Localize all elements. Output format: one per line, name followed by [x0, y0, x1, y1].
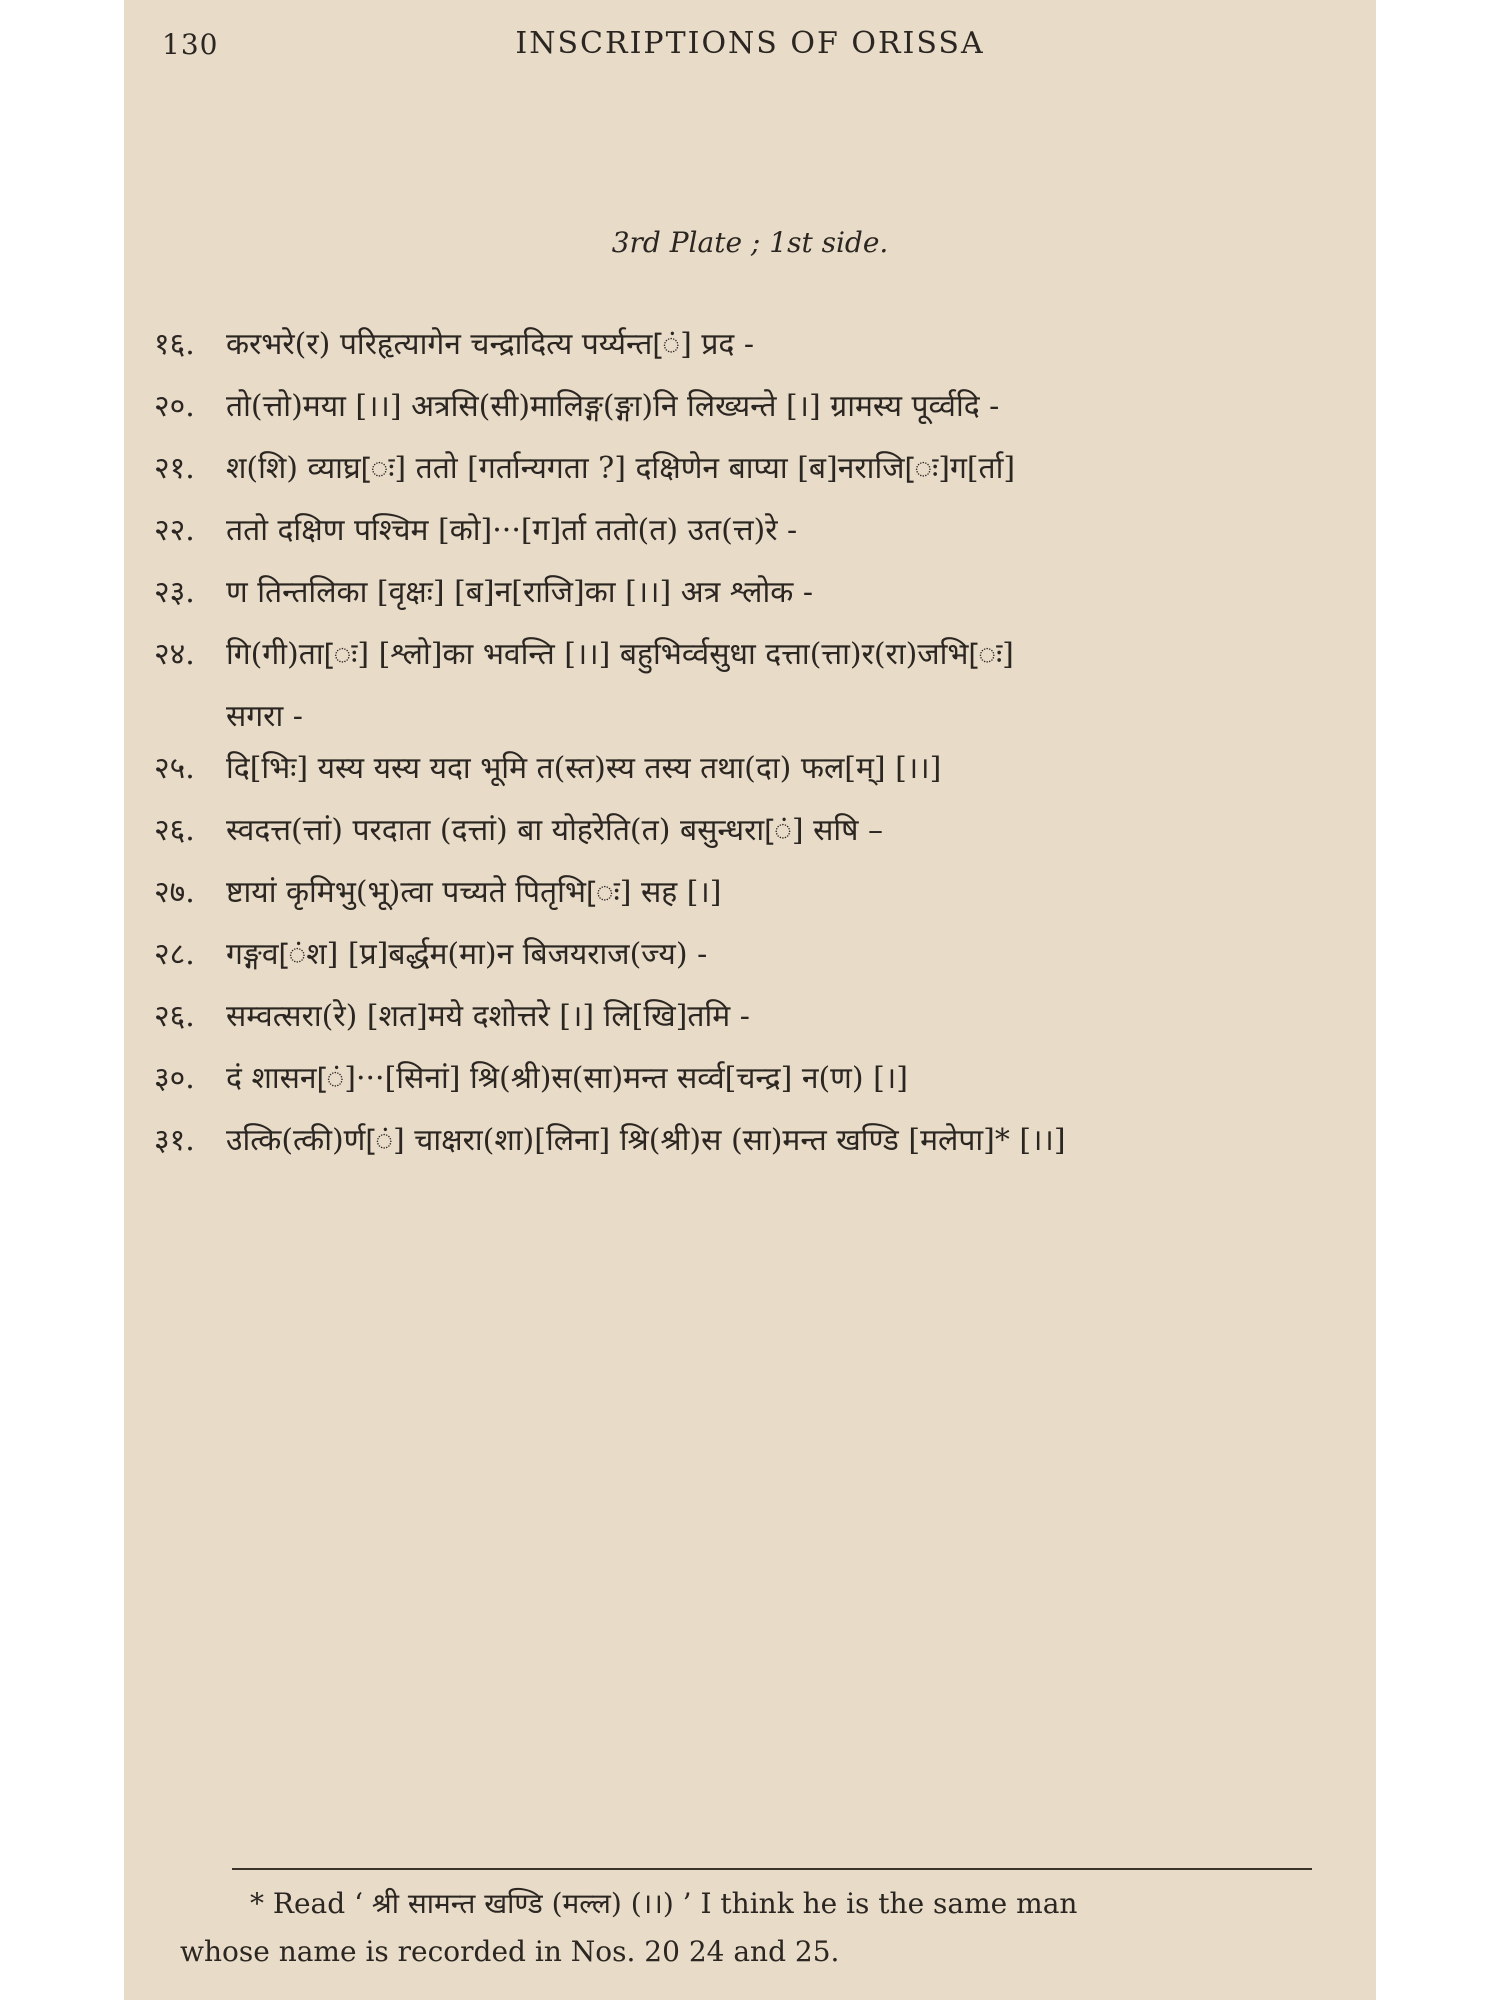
- line-text: ततो दक्षिण पश्चिम [को]···[ग]र्ता ततो(त) उत(त्त)रे -: [226, 513, 798, 548]
- line-number: २६.: [154, 813, 195, 848]
- book-page: [124, 0, 1376, 2000]
- inscription-line: [154, 870, 1354, 932]
- line-number: २०.: [154, 389, 195, 424]
- inscription-line: [154, 570, 1354, 632]
- running-title: INSCRIPTIONS OF ORISSA: [515, 26, 985, 61]
- line-text: उत्कि(त्की)र्ण[ं] चाक्षरा(शा)[लिना] श्रि(श्री)स (सा)मन्त खण्डि [मलेपा]* [।।]: [226, 1123, 1066, 1158]
- line-number: २८.: [154, 937, 195, 972]
- line-number: ३०.: [154, 1061, 195, 1096]
- inscription-line: [154, 746, 1354, 808]
- line-number: २४.: [154, 637, 195, 672]
- inscription-line: [154, 632, 1354, 694]
- inscription-line: [154, 446, 1354, 508]
- line-number: २५.: [154, 751, 195, 786]
- inscription-line: [154, 1056, 1354, 1118]
- line-text: सम्वत्सरा(रे) [शत]मये दशोत्तरे [।] लि[खि]तमि -: [226, 999, 750, 1034]
- line-number: २६.: [154, 999, 195, 1034]
- line-number: २७.: [154, 875, 195, 910]
- line-number: २१.: [154, 451, 195, 486]
- line-number: १६.: [154, 327, 195, 362]
- inscription-line: [154, 1118, 1354, 1180]
- inscription-line: [154, 994, 1354, 1056]
- inscription-line: [154, 322, 1354, 384]
- plate-heading: 3rd Plate ; 1st side.: [611, 226, 889, 259]
- inscription-line: [154, 508, 1354, 570]
- line-text: दि[भिः] यस्य यस्य यदा भूमि त(स्त)स्य तस्य तथा(दा) फल[म्] [।।]: [226, 751, 942, 786]
- line-text: गि(गी)ता[ः] [श्लो]का भवन्ति [।।] बहुभिर्व्वसुधा दत्ता(त्ता)र(रा)जभि[ः]: [226, 637, 1014, 672]
- inscription-lines: [154, 322, 1354, 1180]
- line-text: सगरा -: [226, 699, 303, 734]
- line-text: करभरे(र) परिहृत्यागेन चन्द्रादित्य पर्य्यन्त[ं] प्रद -: [226, 327, 754, 362]
- line-number: २३.: [154, 575, 195, 610]
- footnote-divider: [232, 1868, 1312, 1870]
- line-text: स्वदत्त(त्तां) परदाता (दत्तां) बा योहरेति(त) बसुन्धरा[ं] सषि –: [226, 813, 884, 848]
- line-text: गङ्गव[ंश] [प्र]बर्द्धम(मा)न बिजयराज(ज्य) -: [226, 937, 708, 972]
- inscription-line-continuation: [154, 694, 1354, 746]
- line-number: २२.: [154, 513, 195, 548]
- footnote-line: whose name is recorded in Nos. 20 24 and 25.: [180, 1935, 840, 1968]
- line-text: ण तिन्तलिका [वृक्षः] [ब]न[राजि]का [।।] अत्र श्लोक -: [226, 575, 813, 610]
- inscription-line: [154, 808, 1354, 870]
- footnote: [180, 1880, 1310, 1976]
- inscription-line: [154, 384, 1354, 446]
- line-text: ष्टायां कृमिभु(भू)त्वा पच्यते पितृभि[ः] सह [।]: [226, 875, 722, 910]
- page-number: 130: [162, 28, 219, 61]
- inscription-line: [154, 932, 1354, 994]
- line-number: ३१.: [154, 1123, 195, 1158]
- line-text: श(शि) व्याघ्र[ः] ततो [गर्तान्यगता ?] दक्षिणेन बाप्या [ब]नराजि[ः]ग[र्ता]: [226, 451, 1016, 486]
- line-text: दं शासन[ं]···[सिनां] श्रि(श्री)स(सा)मन्त सर्व्व[चन्द्र] न(ण) [।]: [226, 1061, 908, 1096]
- line-text: तो(त्तो)मया [।।] अत्रसि(सी)मालिङ्ग(ङ्गा)नि लिख्यन्ते [।] ग्रामस्य पूर्व्वदि -: [226, 389, 1000, 424]
- footnote-line: * Read ‘ श्री सामन्त खण्डि (मल्ल) (।।) ’ I think he is the same man: [250, 1887, 1078, 1920]
